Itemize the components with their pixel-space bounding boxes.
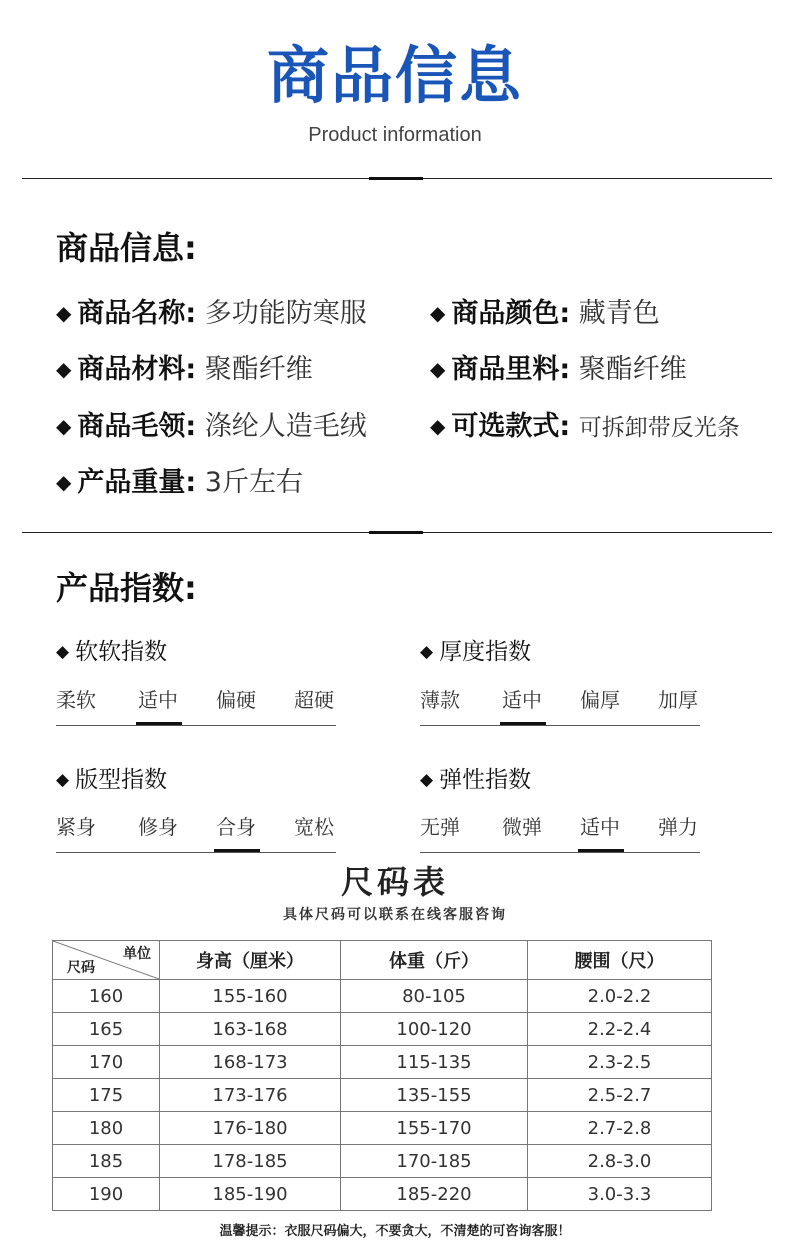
diamond-bullet-icon: ◆ (56, 357, 72, 381)
table-cell: 115-135 (341, 1046, 528, 1079)
scale-option: 加厚 (658, 688, 698, 712)
table-cell: 155-160 (160, 980, 341, 1013)
table-header-row (53, 941, 712, 980)
info-item-collar: ◆ 商品毛领: 涤纶人造毛绒 (56, 411, 367, 442)
index-softness-title: ◆ 软软指数 (56, 639, 168, 665)
info-item-lining: ◆ 商品里料: 聚酯纤维 (430, 354, 687, 385)
info-item-weight: ◆ 产品重量: 3斤左右 (56, 467, 303, 498)
scale-option: 宽松 (294, 815, 334, 839)
table-cell: 190 (53, 1178, 160, 1211)
info-section-title: 商品信息: (56, 229, 197, 267)
table-cell: 100-120 (341, 1013, 528, 1046)
table-row (53, 1079, 712, 1112)
page-title: 商品信息 (266, 39, 523, 112)
index-fit-scale (56, 813, 336, 853)
table-cell: 185 (53, 1145, 160, 1178)
table-cell: 2.5-2.7 (528, 1079, 712, 1112)
diamond-bullet-icon: ◆ (56, 414, 72, 438)
table-corner-cell: 单位 尺码 (53, 941, 160, 980)
table-cell: 155-170 (341, 1112, 528, 1145)
index-thickness-title: ◆ 厚度指数 (420, 639, 532, 665)
index-fit-title: ◆ 版型指数 (56, 767, 168, 793)
table-cell: 185-220 (341, 1178, 528, 1211)
scale-option: 修身 (138, 815, 178, 839)
table-cell: 180 (53, 1112, 160, 1145)
scale-option-selected: 适中 (138, 686, 198, 714)
scale-line (420, 725, 700, 726)
diamond-bullet-icon: ◆ (56, 301, 72, 325)
size-table (52, 940, 712, 1211)
table-row (53, 1112, 712, 1145)
table-row (53, 980, 712, 1013)
table-cell: 176-180 (160, 1112, 341, 1145)
diamond-bullet-icon: ◆ (56, 470, 72, 494)
size-chart-subtitle: 具体尺码可以联系在线客服咨询 (283, 907, 507, 923)
table-header-weight: 体重（斤） (341, 941, 528, 980)
scale-option: 柔软 (56, 688, 96, 712)
diamond-bullet-icon: ◆ (430, 414, 446, 438)
size-tip-text: 温馨提示：衣服尺码偏大，不要贪大，不清楚的可咨询客服！ (219, 1224, 571, 1239)
table-cell: 135-155 (341, 1079, 528, 1112)
diamond-bullet-icon: ◆ (56, 642, 70, 662)
diamond-bullet-icon: ◆ (56, 770, 70, 790)
table-cell: 168-173 (160, 1046, 341, 1079)
table-cell: 185-190 (160, 1178, 341, 1211)
table-cell: 80-105 (341, 980, 528, 1013)
table-cell: 170-185 (341, 1145, 528, 1178)
table-cell: 170 (53, 1046, 160, 1079)
table-cell: 2.8-3.0 (528, 1145, 712, 1178)
table-cell: 2.2-2.4 (528, 1013, 712, 1046)
table-cell: 160 (53, 980, 160, 1013)
divider-top-mark (369, 177, 423, 180)
diamond-bullet-icon: ◆ (430, 301, 446, 325)
scale-option: 超硬 (294, 688, 334, 712)
diamond-bullet-icon: ◆ (420, 642, 434, 662)
size-chart-title: 尺码表 (340, 863, 449, 901)
diamond-bullet-icon: ◆ (420, 770, 434, 790)
table-header-waist: 腰围（尺） (528, 941, 712, 980)
index-section-title: 产品指数: (56, 569, 197, 607)
divider-middle-mark (369, 531, 423, 534)
scale-line (56, 725, 336, 726)
table-row (53, 1013, 712, 1046)
scale-option: 紧身 (56, 815, 96, 839)
table-cell: 3.0-3.3 (528, 1178, 712, 1211)
scale-option: 偏厚 (580, 688, 620, 712)
scale-option-selected: 适中 (580, 813, 640, 841)
scale-line (56, 852, 336, 853)
info-item-name: ◆ 商品名称: 多功能防寒服 (56, 298, 367, 329)
scale-option: 偏硬 (216, 688, 256, 712)
index-elasticity-scale (420, 813, 700, 853)
scale-option-selected: 适中 (502, 686, 562, 714)
table-row (53, 1178, 712, 1211)
table-cell: 175 (53, 1079, 160, 1112)
table-cell: 2.3-2.5 (528, 1046, 712, 1079)
table-header-height: 身高（厘米） (160, 941, 341, 980)
index-thickness-scale (420, 686, 700, 726)
scale-option: 薄款 (420, 688, 460, 712)
index-softness-scale (56, 686, 336, 726)
table-cell: 173-176 (160, 1079, 341, 1112)
table-cell: 163-168 (160, 1013, 341, 1046)
scale-option: 微弹 (502, 815, 542, 839)
scale-option-selected: 合身 (216, 813, 276, 841)
table-cell: 2.0-2.2 (528, 980, 712, 1013)
info-item-color: ◆ 商品颜色: 藏青色 (430, 298, 660, 329)
info-item-style: ◆ 可选款式: 可拆卸带反光条 (430, 411, 740, 442)
table-cell: 2.7-2.8 (528, 1112, 712, 1145)
index-elasticity-title: ◆ 弹性指数 (420, 767, 532, 793)
scale-option: 无弹 (420, 815, 460, 839)
diamond-bullet-icon: ◆ (430, 357, 446, 381)
table-row (53, 1145, 712, 1178)
page-subtitle: Product information (308, 124, 482, 146)
info-item-material: ◆ 商品材料: 聚酯纤维 (56, 354, 313, 385)
table-cell: 178-185 (160, 1145, 341, 1178)
scale-option: 弹力 (658, 815, 698, 839)
table-row (53, 1046, 712, 1079)
scale-line (420, 852, 700, 853)
table-cell: 165 (53, 1013, 160, 1046)
